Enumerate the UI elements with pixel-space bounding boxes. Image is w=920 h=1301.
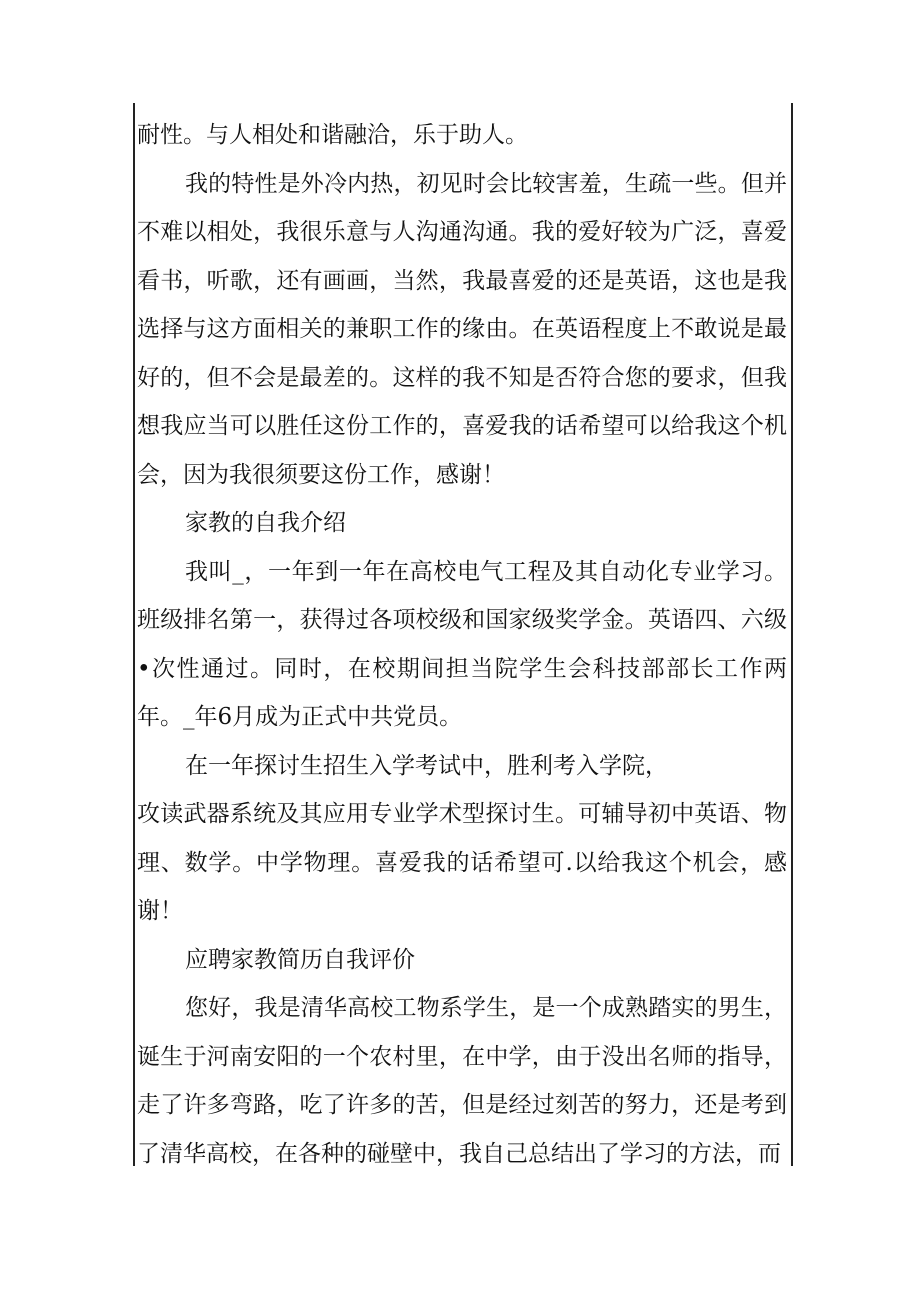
left-border-line: [133, 103, 135, 1166]
paragraph-grad-exam: 在一年探讨生招生入学考试中，胜利考入学院，: [185, 752, 668, 779]
paragraph-tsinghua-student: 您好，我是清华高校工物系学生，是一个成熟踏实的男生，诞生于河南安阳的一个农村里，在中学，由于没出名师的指导，走了许多弯路，吃了许多的苦，但是经过刻苦的努力，还是考到了清华高校，在各种的碰壁中，我自己总结出了学习的方法，而: [137, 995, 787, 1167]
paragraph-tutoring-subjects: 攻读武器系统及其应用专业学术型探讨生。可辅导初中英语、物理、数学。中学物理。喜爱我的话希望可.以给我这个机会，感谢！: [137, 801, 787, 924]
paragraph-continuation: 耐性。与人相处和谐融洽，乐于助人。: [137, 122, 528, 148]
heading-tutor-resume-evaluation: 应聘家教简历自我评价: [185, 946, 415, 973]
heading-tutor-self-intro: 家教的自我介绍: [185, 510, 346, 536]
document-body: [137, 111, 787, 1178]
paragraph-education: 我叫_，一年到一年在高校电气工程及其自动化专业学习。班级排名第一，获得过各项校级和国家级奖学金。英语四、六级•次性通过。同时，在校期间担当院学生会科技部部长工作两年。_年6月成为正式中共党员。: [137, 558, 787, 730]
paragraph-personality: 我的特性是外冷内热，初见时会比较害羞，生疏一些。但并不难以相处，我很乐意与人沟通沟通。我的爱好较为广泛，喜爱看书，听歌，还有画画，当然，我最喜爱的还是英语，这也是我选择与这方面相关的兼职工作的缘由。在英语程度上不敢说是最好的，但不会是最差的。这样的我不知是否符合您的要求，但我想我应当可以胜任这份工作的，喜爱我的话希望可以给我这个机会，因为我很须要这份工作，感谢！: [137, 170, 787, 488]
right-border-line: [791, 103, 793, 1166]
